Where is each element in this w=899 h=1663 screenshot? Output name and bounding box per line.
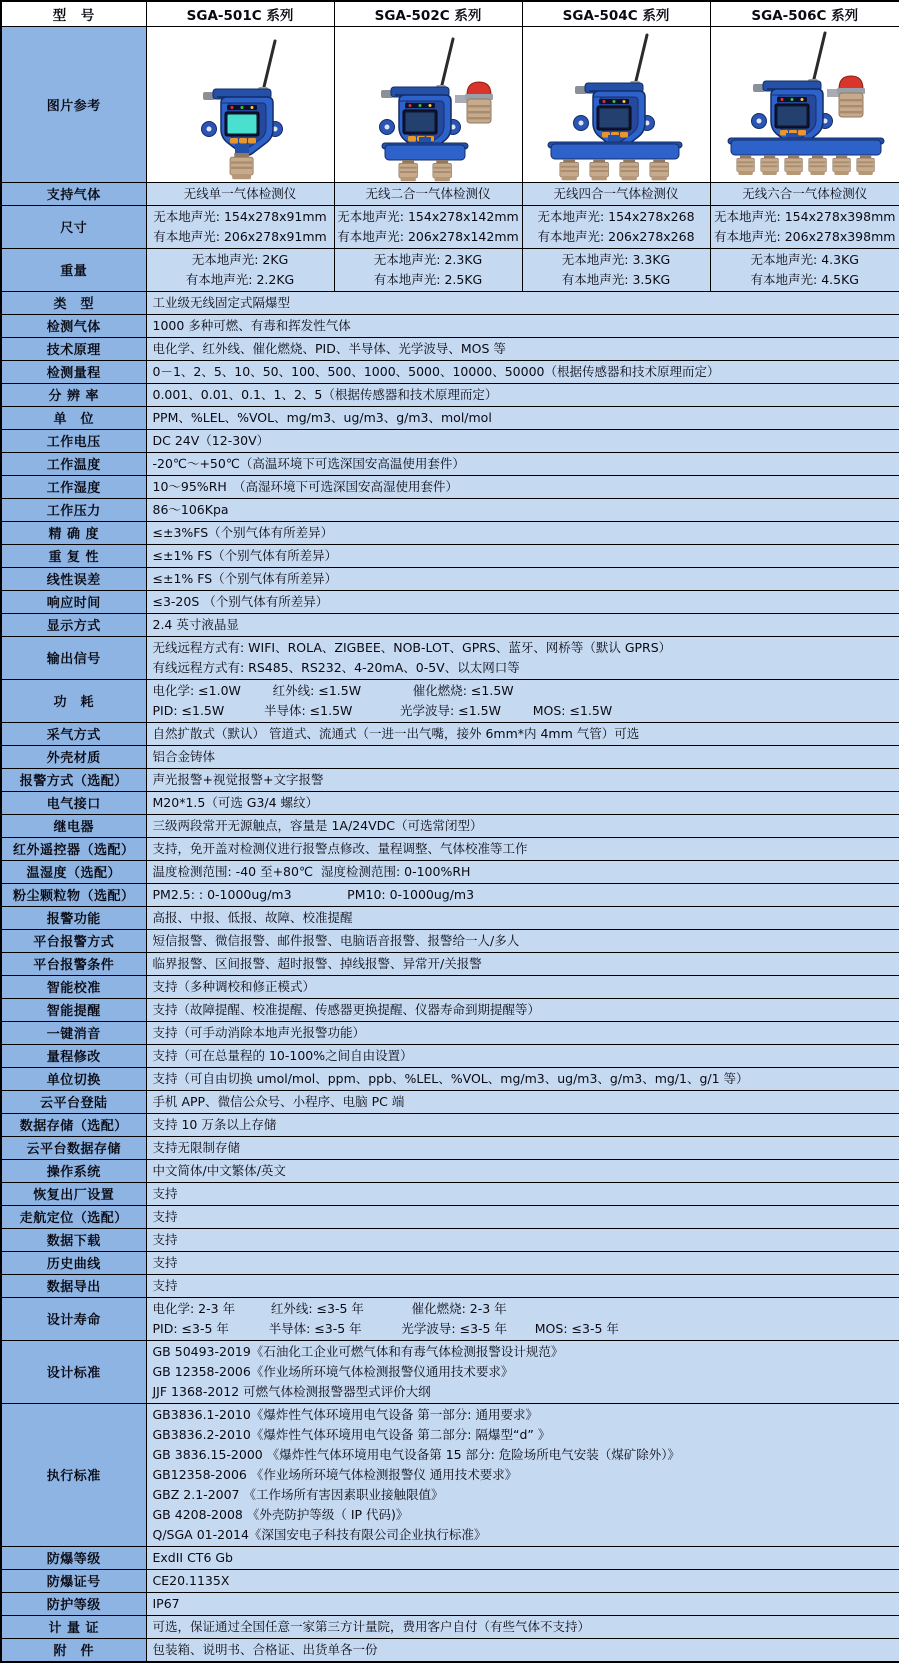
image-cell-sga-502c [334, 26, 522, 182]
spec-value-line: DC 24V（12-30V） [153, 431, 894, 451]
spec-row [1, 679, 899, 722]
spec-value-line: ≤3-20S （个别气体有所差异） [153, 592, 894, 612]
spec-row [1, 791, 899, 814]
spec-row [1, 1136, 899, 1159]
spec-value-line: 有本地声光: 206x278x142mm [337, 227, 520, 247]
spec-value-line: ≤±3%FS（个别气体有所差异） [153, 523, 894, 543]
spec-row [1, 360, 899, 383]
spec-row-label: 功 耗 [1, 679, 146, 722]
image-row [1, 26, 899, 182]
spec-row [1, 929, 899, 952]
spec-row [1, 998, 899, 1021]
spec-value-line: 有本地声光: 206x278x91mm [149, 227, 332, 247]
spec-value-line: GB3836.1-2010《爆炸性气体环境用电气设备 第一部分: 通用要求》 [153, 1405, 894, 1425]
model-header-sga-506c: SGA-506C 系列 [710, 1, 899, 26]
spec-value-cell [334, 182, 522, 205]
spec-value-line: 自然扩散式（默认） 管道式、流通式（一进一出气嘴，接外 6mm*内 4mm 气管）可选 [153, 724, 894, 744]
header-row [1, 1, 899, 26]
spec-value-cell [146, 679, 899, 722]
spec-value-cell [334, 205, 522, 248]
spec-value-line: 无线单一气体检测仪 [149, 184, 332, 204]
spec-row [1, 745, 899, 768]
spec-value-line: 无本地声光: 3.3KG [525, 250, 708, 270]
spec-value-cell [146, 498, 899, 521]
spec-row-label: 数据存储（选配） [1, 1113, 146, 1136]
spec-value-cell [146, 1546, 899, 1569]
spec-row-label: 类 型 [1, 291, 146, 314]
spec-value-line: 支持（多种调校和修正模式） [153, 977, 894, 997]
spec-value-line: ≤±1% FS（个别气体有所差异） [153, 569, 894, 589]
spec-value-cell [146, 768, 899, 791]
spec-row [1, 1044, 899, 1067]
spec-row [1, 722, 899, 745]
spec-value-line: PM2.5: : 0-1000ug/m3 PM10: 0-1000ug/m3 [153, 885, 894, 905]
spec-row [1, 1159, 899, 1182]
spec-value-line: 电化学: ≤1.0W 红外线: ≤1.5W 催化燃烧: ≤1.5W [153, 681, 894, 701]
spec-row-label: 设计寿命 [1, 1297, 146, 1340]
spec-value-line: 支持 [153, 1253, 894, 1273]
spec-value-line: -20℃～+50℃（高温环境下可选深国安高温使用套件） [153, 454, 894, 474]
image-row-label: 图片参考 [1, 26, 146, 182]
spec-value-cell [146, 452, 899, 475]
spec-value-line: 包装箱、说明书、合格证、出货单各一份 [153, 1640, 894, 1660]
spec-value-cell [146, 1090, 899, 1113]
spec-value-cell [146, 590, 899, 613]
spec-value-line: 短信报警、微信报警、邮件报警、电脑语音报警、报警给一人/多人 [153, 931, 894, 951]
spec-value-cell [146, 567, 899, 590]
spec-value-cell [710, 182, 899, 205]
image-cell-sga-506c [710, 26, 899, 182]
spec-row-label: 尺寸 [1, 205, 146, 248]
spec-value-line: 无本地声光: 4.3KG [713, 250, 898, 270]
spec-value-cell [146, 1403, 899, 1546]
spec-value-line: 支持，免开盖对检测仪进行报警点修改、量程调整、气体校准等工作 [153, 839, 894, 859]
spec-value-line: 手机 APP、微信公众号、小程序、电脑 PC 端 [153, 1092, 894, 1112]
spec-row-label: 数据下载 [1, 1228, 146, 1251]
spec-row [1, 567, 899, 590]
spec-row [1, 406, 899, 429]
spec-row-label: 电气接口 [1, 791, 146, 814]
spec-row-label: 单 位 [1, 406, 146, 429]
spec-value-cell [146, 837, 899, 860]
spec-value-line: 支持 [153, 1230, 894, 1250]
spec-row-label: 重 复 性 [1, 544, 146, 567]
spec-row [1, 883, 899, 906]
spec-value-cell [146, 1182, 899, 1205]
spec-row [1, 1638, 899, 1662]
spec-row [1, 337, 899, 360]
spec-value-cell [146, 613, 899, 636]
spec-value-cell [146, 745, 899, 768]
spec-value-cell [146, 1251, 899, 1274]
spec-value-line: 电化学、红外线、催化燃烧、PID、半导体、光学波导、MOS 等 [153, 339, 894, 359]
model-header-label: 型 号 [1, 1, 146, 26]
spec-row-label: 检测量程 [1, 360, 146, 383]
spec-row [1, 1205, 899, 1228]
spec-value-line: PID: ≤3-5 年 半导体: ≤3-5 年 光学波导: ≤3-5 年 MOS: ≤3-5 年 [153, 1319, 894, 1339]
spec-row [1, 1569, 899, 1592]
spec-row [1, 248, 899, 291]
spec-value-cell [522, 182, 710, 205]
spec-row [1, 429, 899, 452]
spec-value-line: 有本地声光: 2.2KG [149, 270, 332, 290]
spec-row [1, 182, 899, 205]
spec-value-line: 支持（故障提醒、校准提醒、传感器更换提醒、仪器寿命到期提醒等） [153, 1000, 894, 1020]
spec-value-cell [146, 429, 899, 452]
spec-value-cell [146, 1638, 899, 1662]
spec-row-label: 温湿度（选配） [1, 860, 146, 883]
spec-row-label: 防爆等级 [1, 1546, 146, 1569]
spec-value-cell [146, 883, 899, 906]
product-image-sga-506c [711, 27, 899, 182]
spec-value-cell [146, 1067, 899, 1090]
spec-value-cell [146, 791, 899, 814]
spec-row [1, 314, 899, 337]
spec-value-line: 中文简体/中文繁体/英文 [153, 1161, 894, 1181]
spec-row [1, 475, 899, 498]
spec-value-line: GB3836.2-2010《爆炸性气体环境用电气设备 第二部分: 隔爆型“d” 》 [153, 1425, 894, 1445]
spec-row [1, 1182, 899, 1205]
spec-value-line: PID: ≤1.5W 半导体: ≤1.5W 光学波导: ≤1.5W MOS: ≤1.5W [153, 701, 894, 721]
spec-value-line: 10～95%RH （高湿环境下可选深国安高湿使用套件） [153, 477, 894, 497]
spec-row-label: 智能校准 [1, 975, 146, 998]
spec-row-label: 恢复出厂设置 [1, 1182, 146, 1205]
spec-value-cell [146, 1274, 899, 1297]
spec-value-cell [146, 1205, 899, 1228]
spec-value-cell [146, 1340, 899, 1403]
spec-value-cell [522, 248, 710, 291]
spec-row-label: 技术原理 [1, 337, 146, 360]
spec-value-line: GB 12358-2006《作业场所环境气体检测报警仪通用技术要求》 [153, 1362, 894, 1382]
spec-value-line: 86～106Kpa [153, 500, 894, 520]
spec-row [1, 452, 899, 475]
spec-value-line: 2.4 英寸液晶显 [153, 615, 894, 635]
spec-row-label: 支持气体 [1, 182, 146, 205]
spec-row-label: 平台报警条件 [1, 952, 146, 975]
spec-row-label: 智能提醒 [1, 998, 146, 1021]
spec-row [1, 1251, 899, 1274]
image-cell-sga-501c [146, 26, 334, 182]
spec-row-label: 执行标准 [1, 1403, 146, 1546]
spec-value-line: 无线四合一气体检测仪 [525, 184, 708, 204]
model-header-sga-502c: SGA-502C 系列 [334, 1, 522, 26]
spec-value-cell [146, 544, 899, 567]
spec-row-label: 量程修改 [1, 1044, 146, 1067]
spec-value-line: GB 3836.15-2000 《爆炸性气体环境用电气设备第 15 部分: 危险场所电气安装（煤矿除外）》 [153, 1445, 894, 1465]
spec-row [1, 1403, 899, 1546]
spec-row-label: 报警功能 [1, 906, 146, 929]
spec-row [1, 952, 899, 975]
spec-row-label: 继电器 [1, 814, 146, 837]
spec-value-cell [146, 860, 899, 883]
spec-row [1, 590, 899, 613]
spec-row [1, 498, 899, 521]
spec-value-line: GB 50493-2019《石油化工企业可燃气体和有毒气体检测报警设计规范》 [153, 1342, 894, 1362]
spec-row [1, 1090, 899, 1113]
spec-value-cell [334, 248, 522, 291]
spec-value-line: CE20.1135X [153, 1571, 894, 1591]
spec-value-cell [146, 906, 899, 929]
spec-value-cell [146, 314, 899, 337]
spec-value-line: 有线远程方式有: RS485、RS232、4-20mA、0-5V、以太网口等 [153, 658, 894, 678]
spec-row [1, 1615, 899, 1638]
spec-row-label: 采气方式 [1, 722, 146, 745]
spec-value-cell [146, 1159, 899, 1182]
spec-row-label: 显示方式 [1, 613, 146, 636]
spec-value-line: 无本地声光: 154x278x142mm [337, 207, 520, 227]
spec-row-label: 计 量 证 [1, 1615, 146, 1638]
spec-row-label: 重量 [1, 248, 146, 291]
spec-value-line: 无本地声光: 154x278x398mm [713, 207, 898, 227]
spec-row-label: 防爆证号 [1, 1569, 146, 1592]
spec-value-cell [146, 1569, 899, 1592]
spec-value-cell [146, 814, 899, 837]
spec-value-line: 有本地声光: 206x278x268 [525, 227, 708, 247]
spec-value-cell [146, 1615, 899, 1638]
spec-value-cell [146, 205, 334, 248]
spec-value-line: 支持 [153, 1276, 894, 1296]
spec-value-line: Q/SGA 01-2014《深国安电子科技有限公司企业执行标准》 [153, 1525, 894, 1545]
spec-value-line: 无线远程方式有: WIFI、ROLA、ZIGBEE、NOB-LOT、GPRS、蓝牙、网桥等（默认 GPRS） [153, 638, 894, 658]
spec-value-cell [522, 205, 710, 248]
spec-row [1, 291, 899, 314]
spec-value-line: 有本地声光: 4.5KG [713, 270, 898, 290]
spec-row-label: 云平台数据存储 [1, 1136, 146, 1159]
spec-row-label: 响应时间 [1, 590, 146, 613]
spec-value-line: 0－1、2、5、10、50、100、500、1000、5000、10000、50000（根据传感器和技术原理而定） [153, 362, 894, 382]
spec-value-cell [146, 1297, 899, 1340]
spec-value-cell [146, 952, 899, 975]
spec-row [1, 860, 899, 883]
model-header-sga-501c: SGA-501C 系列 [146, 1, 334, 26]
spec-row-label: 分 辨 率 [1, 383, 146, 406]
spec-row [1, 814, 899, 837]
spec-row [1, 768, 899, 791]
spec-value-line: 支持（可手动消除本地声光报警功能） [153, 1023, 894, 1043]
spec-value-line: 无本地声光: 2KG [149, 250, 332, 270]
spec-value-cell [146, 475, 899, 498]
spec-value-line: GB 4208-2008 《外壳防护等级（ IP 代码)》 [153, 1505, 894, 1525]
spec-value-line: 三级两段常开无源触点，容量是 1A/24VDC（可选常闭型） [153, 816, 894, 836]
spec-row-label: 历史曲线 [1, 1251, 146, 1274]
spec-row [1, 521, 899, 544]
spec-value-cell [146, 383, 899, 406]
spec-value-line: 声光报警+视觉报警+文字报警 [153, 770, 894, 790]
spec-row [1, 975, 899, 998]
spec-row-label: 设计标准 [1, 1340, 146, 1403]
spec-value-line: 0.001、0.01、0.1、1、2、5（根据传感器和技术原理而定） [153, 385, 894, 405]
spec-row [1, 906, 899, 929]
spec-value-cell [146, 1113, 899, 1136]
spec-row-label: 线性误差 [1, 567, 146, 590]
spec-value-cell [146, 406, 899, 429]
spec-value-line: 铝合金铸体 [153, 747, 894, 767]
spec-row [1, 1340, 899, 1403]
spec-value-line: 支持 [153, 1184, 894, 1204]
spec-value-line: 有本地声光: 2.5KG [337, 270, 520, 290]
spec-value-line: 支持无限制存储 [153, 1138, 894, 1158]
spec-value-line: 工业级无线固定式隔爆型 [153, 293, 894, 313]
spec-row-label: 云平台登陆 [1, 1090, 146, 1113]
spec-value-cell [146, 636, 899, 679]
spec-row-label: 附 件 [1, 1638, 146, 1662]
spec-row-label: 精 确 度 [1, 521, 146, 544]
spec-row [1, 1021, 899, 1044]
spec-value-line: 有本地声光: 3.5KG [525, 270, 708, 290]
spec-row [1, 205, 899, 248]
spec-value-line: 无本地声光: 154x278x268 [525, 207, 708, 227]
spec-row-label: 走航定位（选配） [1, 1205, 146, 1228]
spec-value-cell [146, 182, 334, 205]
spec-row-label: 防护等级 [1, 1592, 146, 1615]
spec-row-label: 工作温度 [1, 452, 146, 475]
spec-row [1, 613, 899, 636]
spec-row-label: 检测气体 [1, 314, 146, 337]
model-header-sga-504c: SGA-504C 系列 [522, 1, 710, 26]
spec-row-label: 操作系统 [1, 1159, 146, 1182]
spec-table-body [1, 182, 899, 1662]
spec-value-line: 高报、中报、低报、故障、校准提醒 [153, 908, 894, 928]
spec-row-label: 工作压力 [1, 498, 146, 521]
spec-value-line: 电化学: 2-3 年 红外线: ≤3-5 年 催化燃烧: 2-3 年 [153, 1299, 894, 1319]
spec-value-cell [146, 1136, 899, 1159]
spec-row-label: 平台报警方式 [1, 929, 146, 952]
spec-value-line: ExdII CT6 Gb [153, 1548, 894, 1568]
spec-value-line: 温度检测范围: -40 至+80℃ 湿度检测范围: 0-100%RH [153, 862, 894, 882]
spec-value-cell [710, 248, 899, 291]
spec-value-cell [146, 1228, 899, 1251]
spec-value-cell [146, 291, 899, 314]
spec-row-label: 外壳材质 [1, 745, 146, 768]
product-image-sga-502c [335, 27, 522, 182]
spec-value-line: 支持（可自由切换 umol/mol、ppm、ppb、%LEL、%VOL、mg/m3、ug/m3、g/m3、mg/1、g/1 等） [153, 1069, 894, 1089]
spec-row-label: 工作电压 [1, 429, 146, 452]
spec-value-line: 支持 10 万条以上存储 [153, 1115, 894, 1135]
spec-value-cell [146, 1021, 899, 1044]
spec-row [1, 1274, 899, 1297]
spec-value-line: 支持（可在总量程的 10-100%之间自由设置） [153, 1046, 894, 1066]
spec-value-cell [146, 248, 334, 291]
spec-value-cell [146, 1044, 899, 1067]
spec-value-line: PPM、%LEL、%VOL、mg/m3、ug/m3、g/m3、mol/mol [153, 408, 894, 428]
spec-value-line: IP67 [153, 1594, 894, 1614]
spec-value-line: 无线六合一气体检测仪 [713, 184, 898, 204]
spec-row [1, 1297, 899, 1340]
spec-row [1, 636, 899, 679]
spec-row [1, 1228, 899, 1251]
spec-value-line: 可选，保证通过全国任意一家第三方计量院，费用客户自付（有些气体不支持） [153, 1617, 894, 1637]
spec-value-cell [146, 337, 899, 360]
spec-row [1, 544, 899, 567]
spec-value-cell [146, 360, 899, 383]
spec-value-cell [710, 205, 899, 248]
spec-row-label: 工作湿度 [1, 475, 146, 498]
spec-row [1, 1113, 899, 1136]
product-image-sga-501c [147, 27, 334, 182]
spec-value-cell [146, 975, 899, 998]
spec-value-line: 有本地声光: 206x278x398mm [713, 227, 898, 247]
spec-value-line: 临界报警、区间报警、超时报警、掉线报警、异常开/关报警 [153, 954, 894, 974]
spec-row-label: 粉尘颗粒物（选配） [1, 883, 146, 906]
spec-row [1, 1546, 899, 1569]
image-cell-sga-504c [522, 26, 710, 182]
spec-value-line: GBZ 2.1-2007 《工作场所有害因素职业接触限值》 [153, 1485, 894, 1505]
spec-value-cell [146, 929, 899, 952]
product-image-sga-504c [523, 27, 710, 182]
spec-row-label: 一键消音 [1, 1021, 146, 1044]
spec-value-cell [146, 998, 899, 1021]
spec-value-line: 1000 多种可燃、有毒和挥发性气体 [153, 316, 894, 336]
spec-row [1, 837, 899, 860]
spec-value-line: 无线二合一气体检测仪 [337, 184, 520, 204]
spec-value-line: GB12358-2006 《作业场所环境气体检测报警仪 通用技术要求》 [153, 1465, 894, 1485]
spec-value-line: 支持 [153, 1207, 894, 1227]
spec-row-label: 数据导出 [1, 1274, 146, 1297]
spec-value-line: 无本地声光: 2.3KG [337, 250, 520, 270]
spec-row-label: 红外遥控器（选配） [1, 837, 146, 860]
spec-value-cell [146, 722, 899, 745]
spec-row-label: 单位切换 [1, 1067, 146, 1090]
spec-value-line: 无本地声光: 154x278x91mm [149, 207, 332, 227]
spec-row [1, 383, 899, 406]
spec-value-line: ≤±1% FS（个别气体有所差异） [153, 546, 894, 566]
spec-row-label: 输出信号 [1, 636, 146, 679]
spec-value-line: M20*1.5（可选 G3/4 螺纹） [153, 793, 894, 813]
spec-value-line: JJF 1368-2012 可燃气体检测报警器型式评价大纲 [153, 1382, 894, 1402]
spec-value-cell [146, 521, 899, 544]
spec-row [1, 1067, 899, 1090]
spec-row-label: 报警方式（选配） [1, 768, 146, 791]
